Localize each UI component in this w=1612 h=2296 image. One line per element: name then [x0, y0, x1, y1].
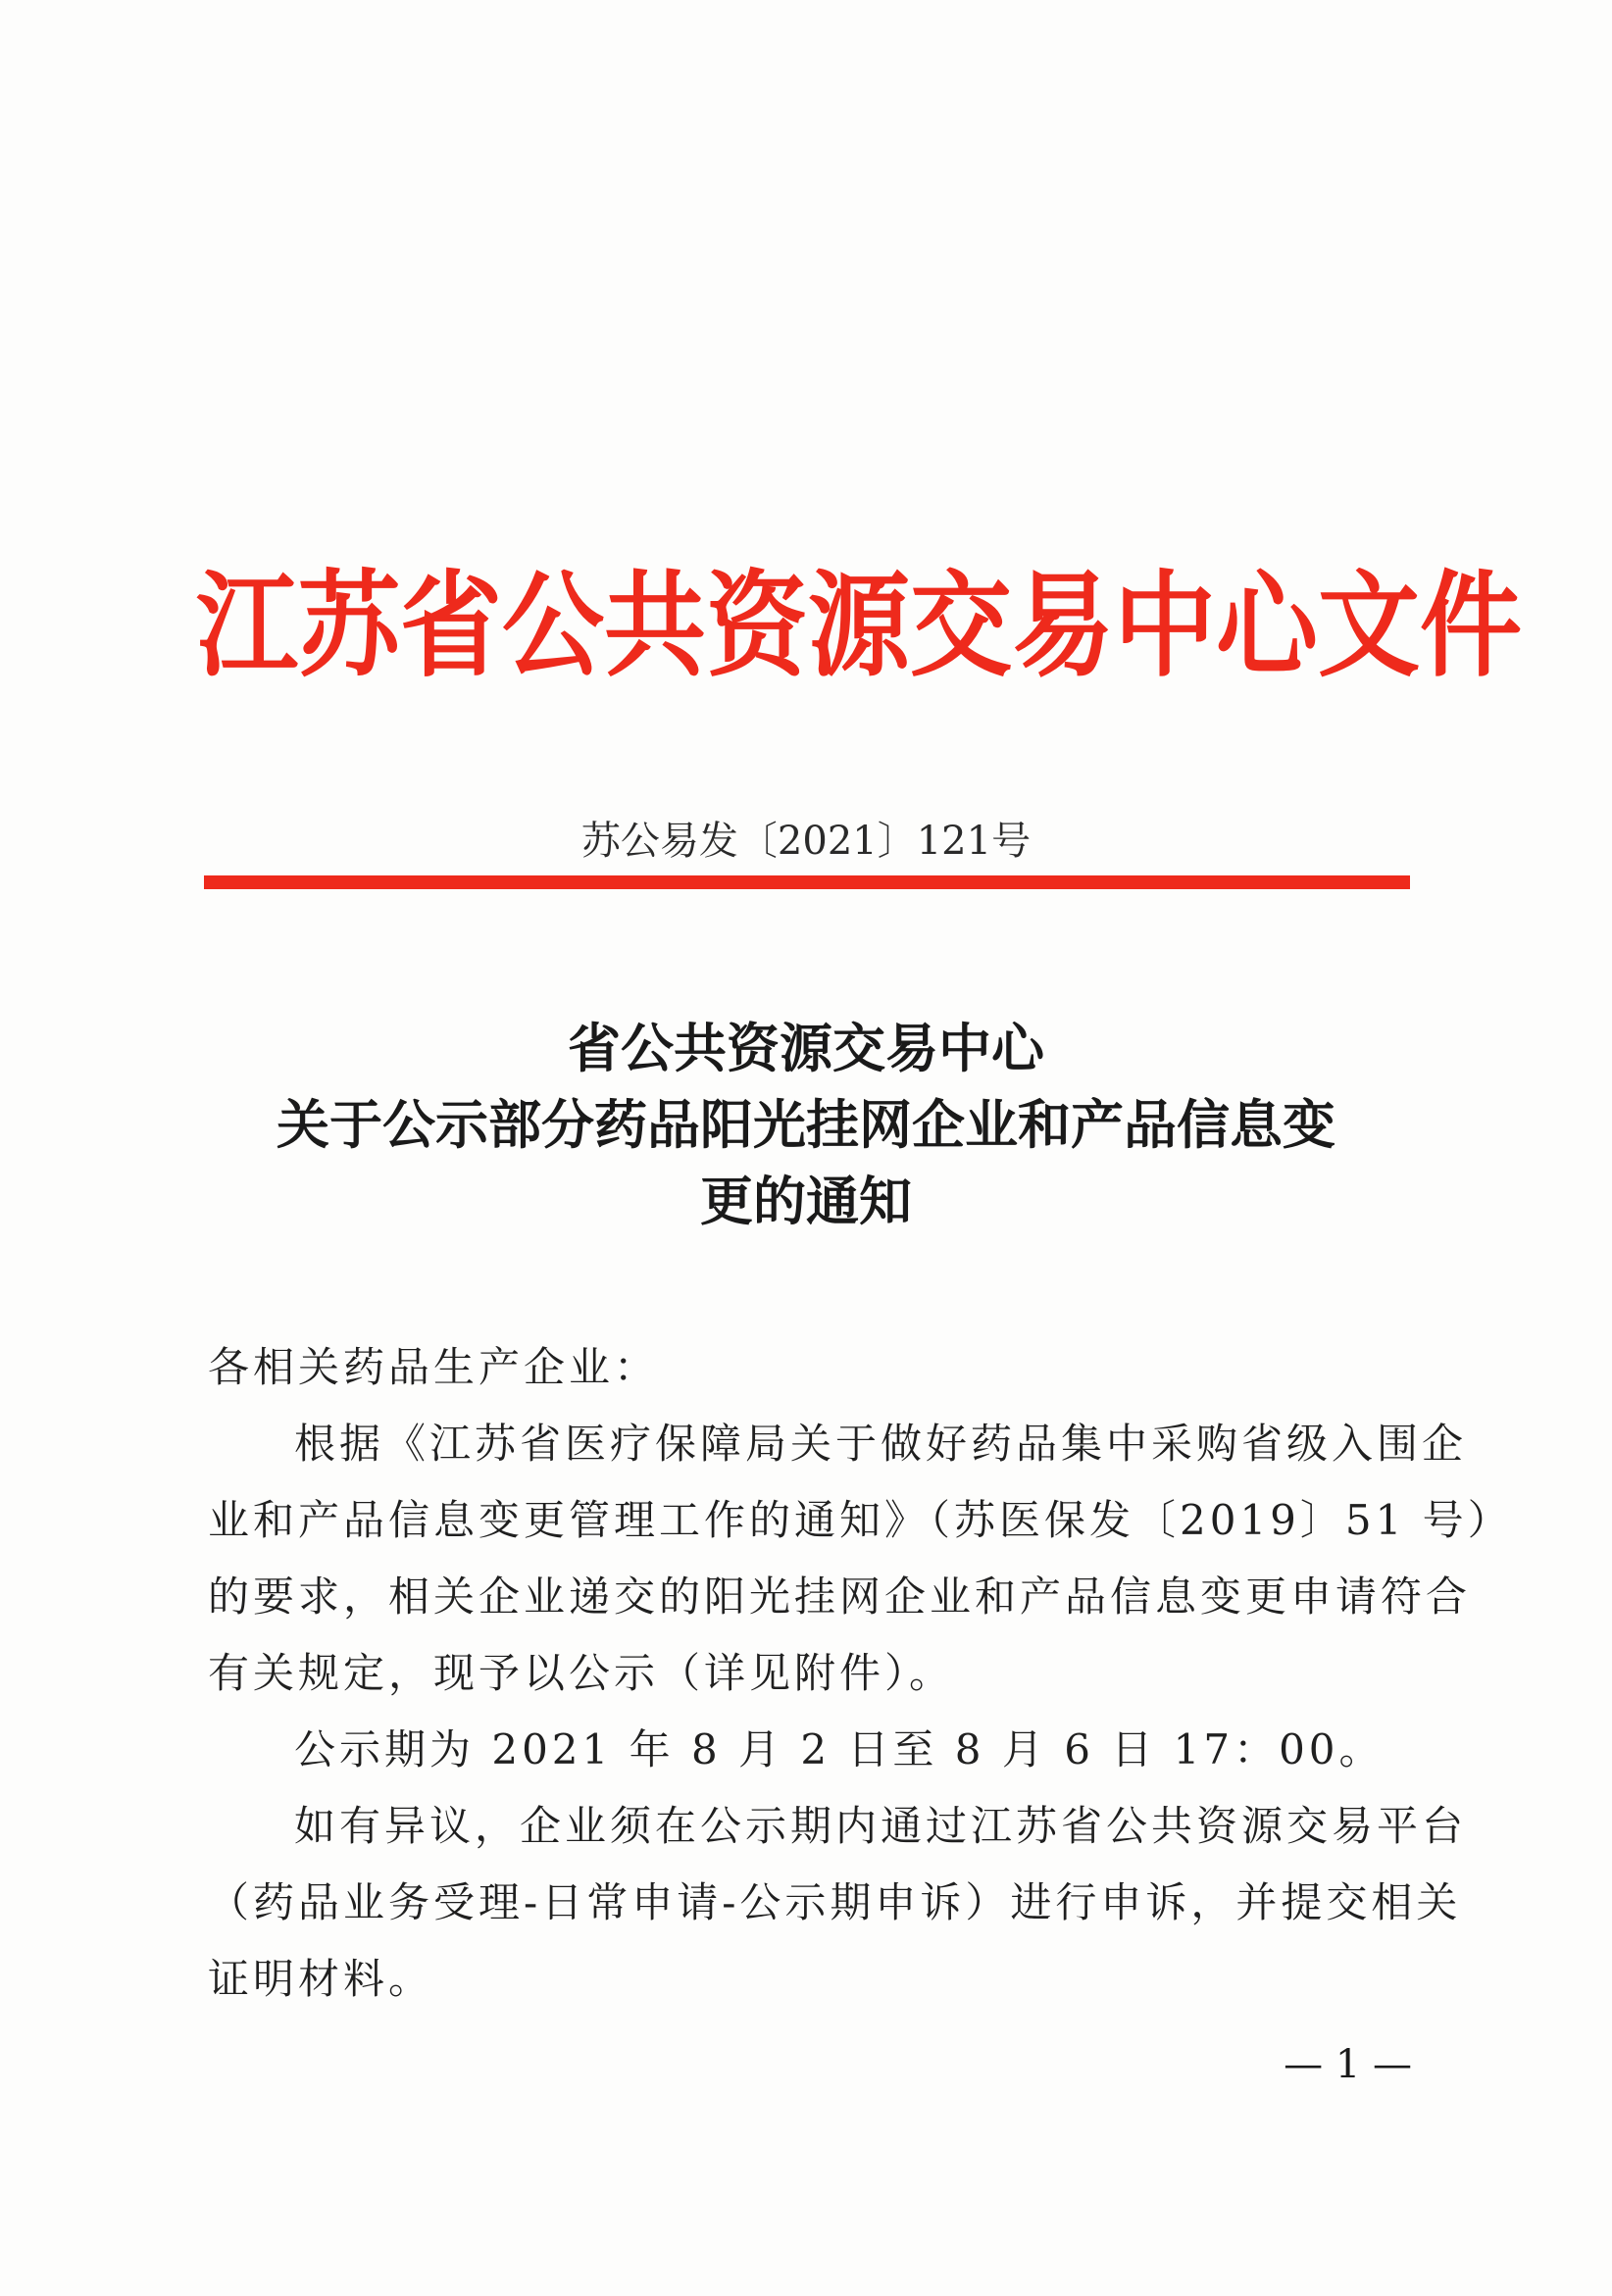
paragraph-1-line-3: 的要求，相关企业递交的阳光挂网企业和产品信息变更申请符合 [208, 1572, 1472, 1621]
paragraph-3-line-2: （药品业务受理-日常申请-公示期申诉）进行申诉，并提交相关 [208, 1878, 1462, 1926]
notice-body [208, 1329, 1513, 2018]
paragraph-1-line-1: 根据《江苏省医疗保障局关于做好药品集中采购省级入围企 [294, 1420, 1468, 1468]
page-number: — 1 — [1284, 2042, 1412, 2087]
masthead-title: 江苏省公共资源交易中心文件 [196, 559, 1523, 693]
paragraph-3-line-3: 证明材料。 [208, 1955, 434, 2003]
notice-title-line-2: 关于公示部分药品阳光挂网企业和产品信息变 [277, 1093, 1335, 1156]
salutation: 各相关药品生产企业： [208, 1343, 660, 1391]
paragraph-1-line-4: 有关规定，现予以公示（详见附件）。 [208, 1649, 955, 1697]
notice-title [176, 1010, 1436, 1239]
red-divider-rule [204, 875, 1410, 889]
paragraph-1-line-2: 业和产品信息变更管理工作的通知》（苏医保发〔2019〕51 号） [208, 1496, 1513, 1544]
paragraph-3-line-1: 如有异议，企业须在公示期内通过江苏省公共资源交易平台 [294, 1802, 1468, 1850]
document-number: 苏公易发〔2021〕121号 [580, 819, 1032, 864]
paragraph-2: 公示期为 2021 年 8 月 2 日至 8 月 6 日 17：00。 [294, 1725, 1385, 1773]
notice-title-line-1: 省公共资源交易中心 [568, 1017, 1044, 1079]
notice-title-line-3: 更的通知 [700, 1170, 912, 1232]
